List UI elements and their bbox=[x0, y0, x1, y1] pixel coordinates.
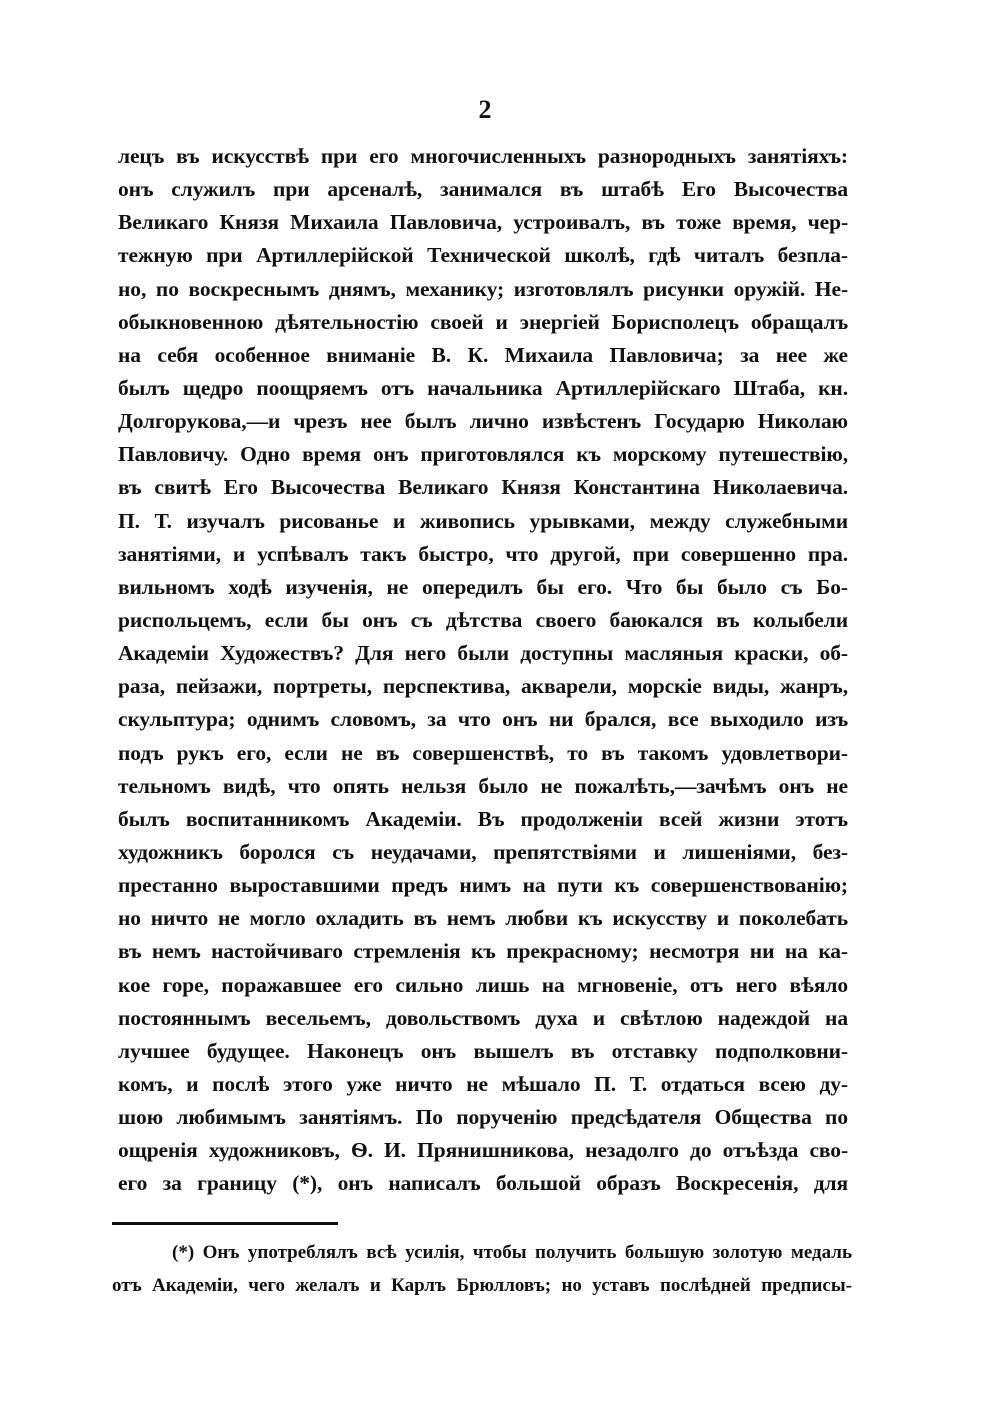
text-line: П. Т. изучалъ рисованье и живопись урывками, между служебными bbox=[118, 508, 848, 533]
text-line: риспольцемъ, если бы онъ съ дѣтства своего баюкался въ колыбели bbox=[118, 607, 848, 632]
text-line: художникъ боролся съ неудачами, препятствіями и лишеніями, без- bbox=[118, 839, 848, 864]
text-line: Академіи Художествъ? Для него были доступны масляныя краски, об- bbox=[118, 641, 848, 666]
text-line: но, по воскреснымъ днямъ, механику; изготовлялъ рисунки оружій. Не- bbox=[118, 276, 848, 301]
text-line: былъ щедро поощряемъ отъ начальника Артиллерійскаго Штаба, кн. bbox=[118, 375, 848, 400]
text-line: вильномъ ходѣ изученія, не опередилъ бы его. Что бы было съ Бо- bbox=[118, 574, 848, 599]
footnote-divider bbox=[112, 1222, 338, 1225]
text-line: кое горе, поражавшее его сильно лишь на мгновеніе, отъ него вѣяло bbox=[118, 972, 848, 997]
page-number: 2 bbox=[478, 95, 492, 124]
text-line: на себя особенное вниманіе В. К. Михаила Павловича; за нее же bbox=[118, 342, 848, 367]
text-line: Великаго Князя Михаила Павловича, устроивалъ, въ тоже время, чер- bbox=[118, 210, 848, 235]
text-line: занятіями, и успѣвалъ такъ быстро, что другой, при совершенно пра. bbox=[118, 541, 848, 566]
text-line: Павловичу. Одно время онъ приготовлялся къ морскому путешествію, bbox=[118, 442, 848, 467]
text-line: тежную при Артиллерійской Технической школѣ, гдѣ читалъ безпла- bbox=[118, 243, 848, 268]
text-line: въ немъ настойчиваго стремленія къ прекрасному; несмотря ни на ка- bbox=[118, 939, 848, 964]
text-line: въ свитѣ Его Высочества Великаго Князя Константина Николаевича. bbox=[118, 475, 848, 500]
footnote-line: (*) Онъ употреблялъ всѣ усилія, чтобы получить большую золотую медаль bbox=[172, 1242, 852, 1263]
text-line: тельномъ видѣ, что опять нельзя было не пожалѣть,—зачѣмъ онъ не bbox=[118, 773, 848, 798]
text-line: ощренія художниковъ, Ѳ. И. Прянишникова, незадолго до отъѣзда сво- bbox=[118, 1138, 848, 1163]
text-line: но ничто не могло охладить въ немъ любви къ искусству и поколебать bbox=[118, 906, 848, 931]
body-text bbox=[118, 140, 848, 1201]
text-line: скульптура; однимъ словомъ, за что онъ ни брался, все выходило изъ bbox=[118, 707, 848, 732]
text-line: комъ, и послѣ этого уже ничто не мѣшало П. Т. отдаться всею ду- bbox=[118, 1071, 848, 1096]
text-line: онъ служилъ при арсеналѣ, занимался въ штабѣ Его Высочества bbox=[118, 177, 848, 202]
footnote-line: отъ Академіи, чего желалъ и Карлъ Брюлловъ; но уставъ послѣдней предписы- bbox=[112, 1275, 852, 1296]
text-line: шою любимымъ занятіямъ. По порученію предсѣдателя Общества по bbox=[118, 1105, 848, 1130]
text-line: его за границу (*), онъ написалъ большой образъ Воскресенія, для bbox=[118, 1171, 848, 1196]
text-line: престанно выроставшими предъ нимъ на пути къ совершенствованію; bbox=[118, 873, 848, 898]
text-line: лучшее будущее. Наконецъ онъ вышелъ въ отставку подполковни- bbox=[118, 1038, 848, 1063]
footnote bbox=[112, 1236, 852, 1302]
text-line: Долгорукова,—и чрезъ нее былъ лично извѣстенъ Государю Николаю bbox=[118, 409, 848, 434]
text-line: обыкновенною дѣятельностію своей и энергіей Борисполецъ обращалъ bbox=[118, 309, 848, 334]
text-line: былъ воспитанникомъ Академіи. Въ продолженіи всей жизни этотъ bbox=[118, 806, 848, 831]
text-line: лецъ въ искусствѣ при его многочисленныхъ разнородныхъ занятіяхъ: bbox=[118, 144, 848, 168]
text-line: постояннымъ весельемъ, довольствомъ духа и свѣтлою надеждой на bbox=[118, 1005, 848, 1030]
text-line: раза, пейзажи, портреты, перспектива, акварели, морскіе виды, жанръ, bbox=[118, 674, 848, 699]
text-line: подъ рукъ его, если не въ совершенствѣ, то въ такомъ удовлетвори- bbox=[118, 740, 848, 765]
